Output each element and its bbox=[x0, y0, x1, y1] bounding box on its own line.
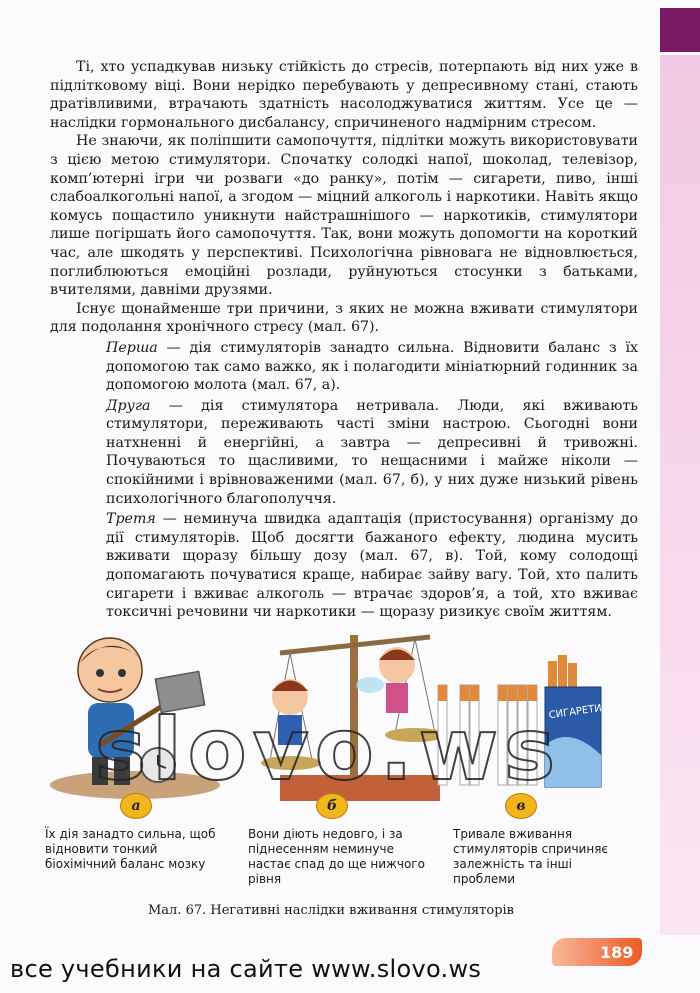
figure-badge-b: б bbox=[316, 793, 348, 819]
watermark: slovo.ws bbox=[95, 700, 562, 800]
reason-lead: Перша bbox=[106, 339, 158, 356]
reason-lead: Друга bbox=[106, 397, 151, 414]
side-tab-light bbox=[660, 55, 700, 935]
figure-caption-a: Їх дія занадто сильна, щоб відновити тонкий біохімічний баланс мозку bbox=[45, 827, 216, 871]
paragraph-1: Ті, хто успадкував низьку стійкість до стресів, потерпають від них уже в підлітковому віці. Вони нерідко перебувають у депресивному стані, стають дратівливими, втрачають здатність насолоджуватися життям. Усе це — наслідки гормонального дисбалансу, спричиненого надмірним стресом. bbox=[50, 59, 638, 131]
reason-text: — неминуча швидка адаптація (пристосування) організму до дії стимуляторів. Щоб досягти бажаного ефекту, людина мусить вживати щоразу більшу дозу (мал. 67, в). Той, кому солодощі допомагають почуватися краще, набирає зайву вагу. Той, хто палить сигарети і вживає алкоголь — втрачає здоров’я, а той, хто вживає токсичні речовини чи наркотики — щоразу ризикує своїм життям. bbox=[106, 511, 638, 621]
paragraph-3: Існує щонайменше три причини, з яких не можна вживати стимулятори для подолання хронічного стресу (мал. 67). bbox=[50, 300, 638, 336]
body-text bbox=[50, 58, 638, 622]
reason-lead: Третя bbox=[106, 511, 156, 528]
reason-second bbox=[106, 397, 638, 509]
reason-text: — дія стимулятора нетривала. Люди, які вживають стимулятори, переживають часті зміни настрою. Сьогодні вони натхненні й енергійні, а завтра — депресивні й тривожні. Почуваються то щасливими, то нещасними і майже ніколи — спокійними і врівноваженими (мал. 67, б), у них дуже низький рівень психологічного благополуччя. bbox=[106, 397, 638, 507]
side-tab-dark bbox=[660, 8, 700, 52]
figure-title: Мал. 67. Негативні наслідки вживання стимуляторів bbox=[148, 903, 514, 918]
reason-first bbox=[106, 339, 638, 395]
reason-text: — дія стимуляторів занадто сильна. Відновити баланс з їх допомогою так само важко, як і полагодити мініатюрний годинник за допомогою молота (мал. 67, а). bbox=[106, 339, 638, 394]
figure-caption-c: Тривале вживання стимуляторів спричиняє залежність та інші проблеми bbox=[453, 827, 608, 886]
footer-banner: все учебники на сайте www.slovo.ws bbox=[10, 955, 482, 983]
page-number: 189 bbox=[600, 943, 634, 962]
figure-caption-b: Вони діють недовго, і за піднесенням неминуче настає спад до ще нижчого рівня bbox=[248, 827, 425, 886]
figure-badge-c: в bbox=[505, 793, 537, 819]
paragraph-2: Не знаючи, як поліпшити самопочуття, підлітки можуть використовувати з цією метою стимулятори. Спочатку солодкі напої, шоколад, телевізор, комп’ютерні ігри чи розваги «до ранку», потім — сигарети, пиво, інші слабоалкогольні напої, а згодом — міцний алкоголь і наркотики. Навіть якщо комусь пощастило уникнути найстрашнішого — наркотиків, стимулятори лише погіршать його самопочуття. Так, вони можуть допомогти на короткий час, але шкодять у перспективі. Психологічна рівновага не відновлюється, поглиблюються емоційні розлади, руйнуються стосунки з батьками, вчителями, давніми друзями. bbox=[50, 133, 638, 299]
cigarette-pack-label: СИГАРЕТИ bbox=[548, 702, 603, 722]
reason-third bbox=[106, 510, 638, 622]
figure-badge-a: а bbox=[120, 793, 152, 819]
